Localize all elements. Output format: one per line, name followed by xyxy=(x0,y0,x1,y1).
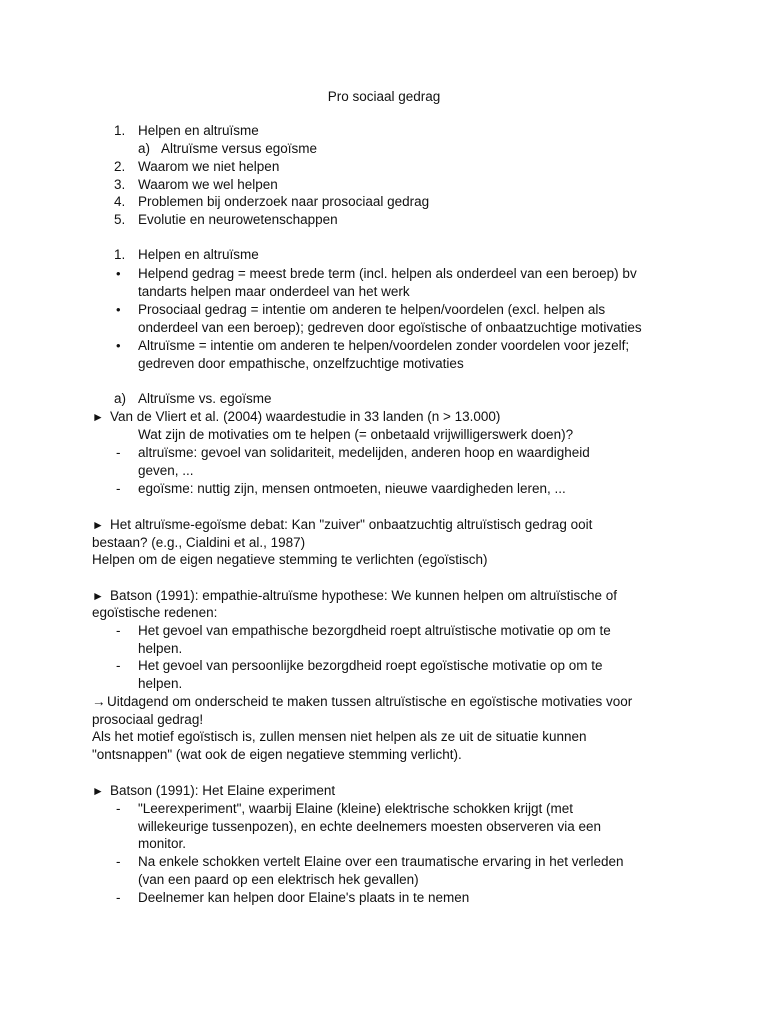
section-number: a) xyxy=(114,391,127,406)
bullet-text: Altruïsme = intentie om anderen te helpen/voordelen zonder voordelen voor jezelf; xyxy=(138,338,630,353)
outline-number: 2. xyxy=(114,159,126,174)
dash-text: Deelnemer kan helpen door Elaine's plaats in te nemen xyxy=(138,890,470,905)
study-question: Wat zijn de motivaties om te helpen (= onbetaald vrijwilligerswerk doen)? xyxy=(138,427,574,442)
conclusion-text: Als het motief egoïstisch is, zullen mensen niet helpen als ze uit de situatie kunnen xyxy=(92,729,587,744)
outline-number: 4. xyxy=(114,194,126,209)
section-heading: Helpen en altruïsme xyxy=(138,247,259,262)
dash-text: (van een paard op een elektrisch hek gevallen) xyxy=(138,872,419,887)
dash-icon: - xyxy=(116,890,121,905)
outline-text: Problemen bij onderzoek naar prosociaal gedrag xyxy=(138,194,430,209)
debate-text: Helpen om de eigen negatieve stemming te verlichten (egoïstisch) xyxy=(92,552,488,567)
outline-text: Evolutie en neurowetenschappen xyxy=(138,212,338,227)
outline-number: 1. xyxy=(114,123,126,138)
outline-text: Waarom we wel helpen xyxy=(138,177,278,192)
conclusion-text: "ontsnappen" (wat ook de eigen negatieve stemming verlicht). xyxy=(92,747,462,762)
arrow-right-icon: → xyxy=(92,694,106,709)
dash-text: helpen. xyxy=(138,641,183,656)
dash-text: helpen. xyxy=(138,676,183,691)
bullet-icon: • xyxy=(116,302,121,317)
bullet-icon: • xyxy=(116,338,121,353)
triangle-bullet-icon: ► xyxy=(92,410,104,424)
outline-text: Altruïsme versus egoïsme xyxy=(161,141,318,156)
dash-text: Het gevoel van empathische bezorgdheid roept altruïstische motivatie op om te xyxy=(138,623,611,638)
outline-number: 5. xyxy=(114,212,126,227)
dash-icon: - xyxy=(116,623,121,638)
hypothesis-text: Batson (1991): empathie-altruïsme hypothese: We kunnen helpen om altruïstische of xyxy=(110,588,618,603)
outline-number: 3. xyxy=(114,177,126,192)
dash-icon: - xyxy=(116,445,121,460)
bullet-text: onderdeel van een beroep); gedreven door egoïstische of onbaatzuchtige motivaties xyxy=(138,320,642,335)
debate-text: Het altruïsme-egoïsme debat: Kan "zuiver" onbaatzuchtig altruïstisch gedrag ooit xyxy=(110,517,593,532)
dash-icon: - xyxy=(116,658,121,673)
dash-text: altruïsme: gevoel van solidariteit, medelijden, anderen hoop en waardigheid xyxy=(138,445,590,460)
outline-text: Waarom we niet helpen xyxy=(138,159,280,174)
dash-text: geven, ... xyxy=(138,463,194,478)
outline-number: a) xyxy=(138,141,151,156)
dash-icon: - xyxy=(116,801,121,816)
elaine-heading: Batson (1991): Het Elaine experiment xyxy=(110,783,336,798)
dash-text: Het gevoel van persoonlijke bezorgdheid roept egoïstische motivatie op om te xyxy=(138,658,603,673)
dash-text: egoïsme: nuttig zijn, mensen ontmoeten, nieuwe vaardigheden leren, ... xyxy=(138,481,566,496)
study-text: Van de Vliert et al. (2004) waardestudie in 33 landen (n > 13.000) xyxy=(110,409,501,424)
bullet-text: Prosociaal gedrag = intentie om anderen te helpen/voordelen (excl. helpen als xyxy=(138,302,606,317)
dash-icon: - xyxy=(116,481,121,496)
hypothesis-text: egoïstische redenen: xyxy=(92,605,218,620)
outline-text: Helpen en altruïsme xyxy=(138,123,259,138)
triangle-bullet-icon: ► xyxy=(92,784,104,798)
bullet-text: Helpend gedrag = meest brede term (incl. helpen als onderdeel van een beroep) bv xyxy=(138,266,637,281)
bullet-text: gedreven door empathische, onzelfzuchtige motivaties xyxy=(138,356,464,371)
dash-text: willekeurige tussenpozen), en echte deelnemers moesten observeren via een xyxy=(138,819,602,834)
conclusion-text: prosociaal gedrag! xyxy=(92,712,204,727)
dash-text: "Leerexperiment", waarbij Elaine (kleine) elektrische schokken krijgt (met xyxy=(138,801,574,816)
triangle-bullet-icon: ► xyxy=(92,518,104,532)
conclusion-text: Uitdagend om onderscheid te maken tussen altruïstische en egoïstische motivaties voor xyxy=(107,694,633,709)
dash-text: Na enkele schokken vertelt Elaine over een traumatische ervaring in het verleden xyxy=(138,854,624,869)
section-heading: Altruïsme vs. egoïsme xyxy=(138,391,272,406)
dash-icon: - xyxy=(116,854,121,869)
section-number: 1. xyxy=(114,247,126,262)
dash-text: monitor. xyxy=(138,836,187,851)
triangle-bullet-icon: ► xyxy=(92,589,104,603)
bullet-text: tandarts helpen maar onderdeel van het werk xyxy=(138,284,410,299)
debate-text: bestaan? (e.g., Cialdini et al., 1987) xyxy=(92,535,306,550)
bullet-icon: • xyxy=(116,266,121,281)
page-title: Pro sociaal gedrag xyxy=(327,89,441,104)
